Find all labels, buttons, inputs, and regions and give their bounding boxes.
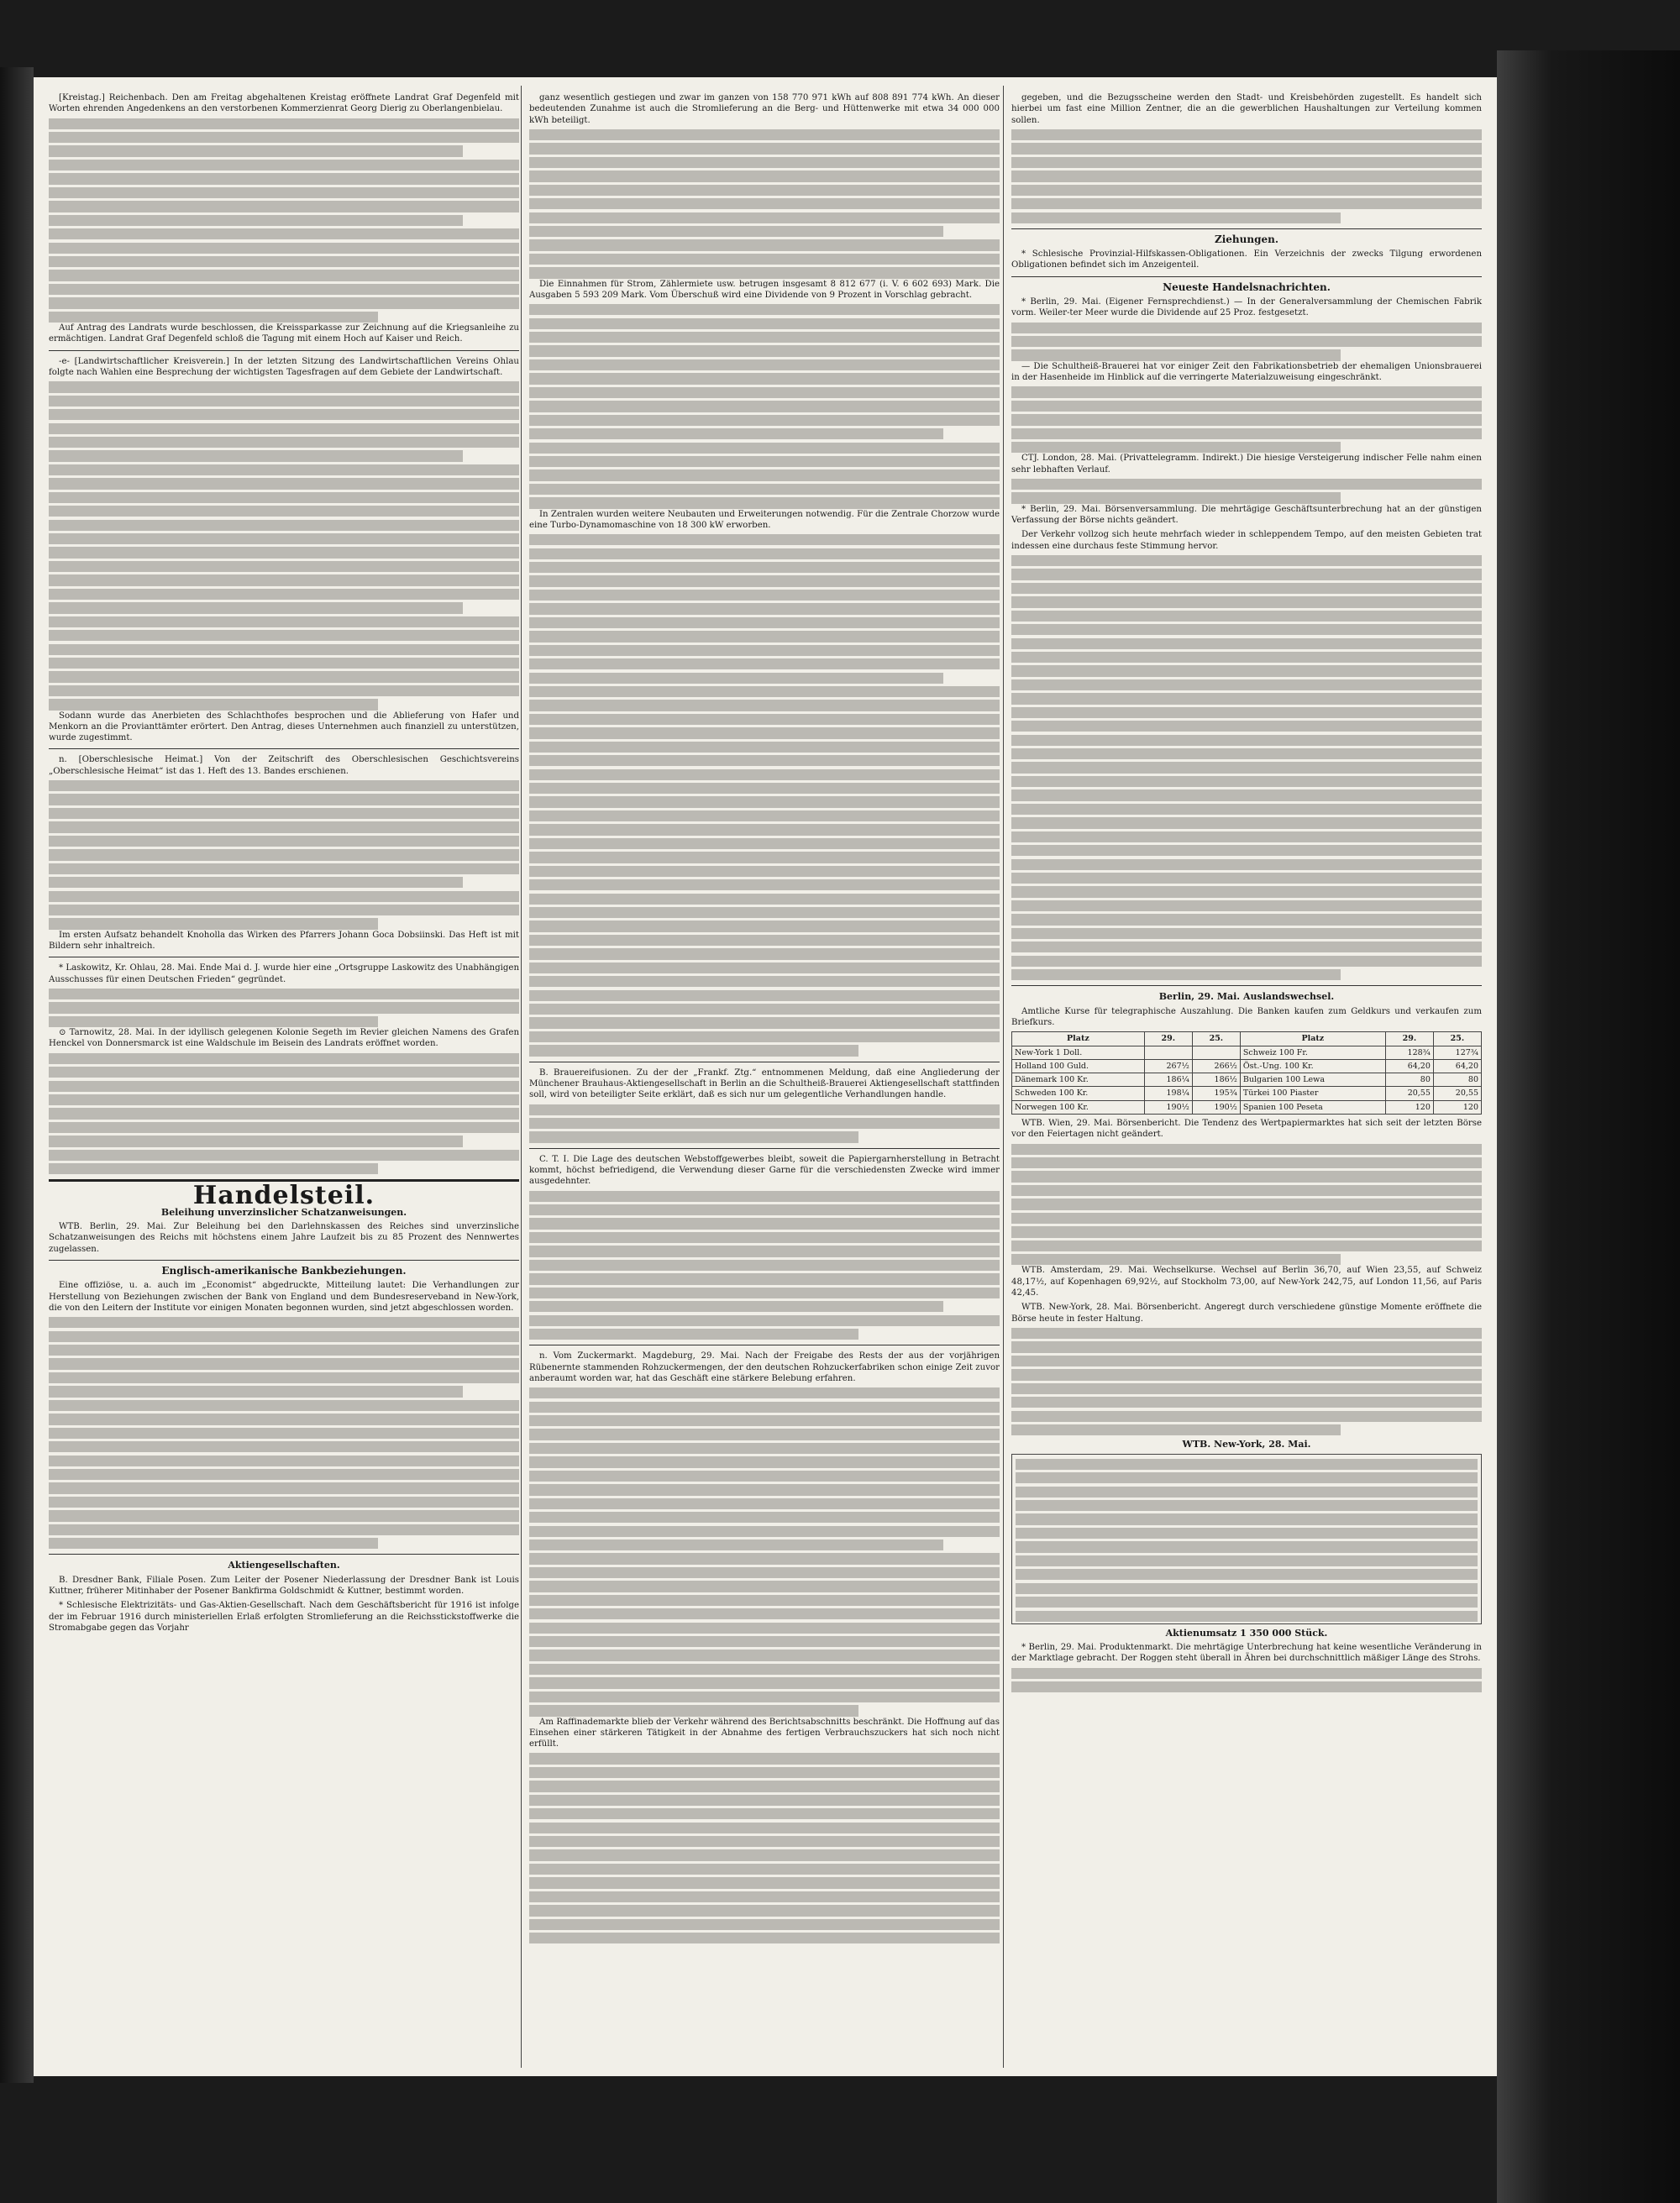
table-cell: 20,55 — [1433, 1087, 1481, 1100]
table-cell: Dänemark 100 Kr. — [1012, 1073, 1145, 1087]
article-ziehungen: * Schlesische Provinzial-Hilfskassen-Obligationen. Ein Verzeichnis der zwecks Tilgung erwordenen Obligationen befindet sich im Anzeigenteil. — [1011, 249, 1482, 270]
table-cell: 80 — [1433, 1073, 1481, 1087]
body-text-block — [49, 118, 519, 323]
table-cell: Türkei 100 Piaster — [1240, 1087, 1385, 1100]
body-text-block — [49, 989, 519, 1027]
table-cell: 128¾ — [1385, 1046, 1433, 1059]
article-produkten: * Berlin, 29. Mai. Produktenmarkt. Die mehrtägige Unterbrechung hat keine wesentliche Veränderung in der Marktlage gebracht. Der Roggen steht überall in Ähren bei durchschnittlich mäßiger Länge des Strohs. — [1011, 1643, 1482, 1664]
table-header: 25. — [1433, 1032, 1481, 1046]
body-text-block — [529, 129, 1000, 279]
section-title-handelsteil: Handelsteil. — [192, 1181, 375, 1211]
table-header: 25. — [1192, 1032, 1240, 1046]
table-cell: 195¾ — [1192, 1087, 1240, 1100]
article-tarnowitz: ⊙ Tarnowitz, 28. Mai. In der idyllisch gelegenen Kolonie Segeth im Revier gleichen Namens des Grafen Henckel von Donnersmarck ist eine Waldschule im Beisein des Landrats eröffnet worden. — [49, 1028, 519, 1049]
table-row — [1012, 1087, 1482, 1100]
left-page-edge — [0, 67, 34, 2083]
article-strom-body2: In Zentralen wurden weitere Neubauten und Erweiterungen notwendig. Für die Zentrale Chorzow wurde eine Turbo-Dynamomaschine von 18 300 kW erworben. — [529, 509, 1000, 530]
body-text-block — [49, 381, 519, 710]
article-raffinade: Am Raffinademarkte blieb der Verkehr während des Berichtsabschnitts beschränkt. Die Hoffnung auf das Einsehen einer stärkeren Tätigkeit in der Abnahme des fertigen Verbrauchszuckers hat sich noch nicht erfüllt. — [529, 1717, 1000, 1749]
table-header: Platz — [1240, 1032, 1385, 1046]
body-text-block — [1011, 1144, 1482, 1266]
column-divider — [1003, 86, 1004, 2068]
article-schlesische: * Schlesische Elektrizitäts- und Gas-Aktien-Gesellschaft. Nach dem Geschäftsbericht für 1916 ist infolge der im Februar 1916 durch ministeriellen Erlaß erfolgten Stromlieferung an die Reichsstickstoffwerke die Stromabgabe gegen das Vorjahr — [49, 1601, 519, 1633]
table-cell: 120 — [1385, 1100, 1433, 1114]
body-text-block — [1011, 129, 1482, 223]
article-verein-head: -e- [Landwirtschaftlicher Kreisverein.] In der letzten Sitzung des Landwirtschaftlichen Vereins Ohlau folgte nach Wahlen eine Besprechung der wichtigsten Tagesfragen auf dem Gebiete der Landwirtschaft. — [49, 356, 519, 377]
article-kreistag-head: [Kreistag.] Reichenbach. Den am Freitag abgehaltenen Kreistag eröffnete Landrat Graf Degenfeld mit Worten ehrenden Angedenkens an den verstorbenen Kommerzienrat Georg Dierig zu Oberlangenbielau. — [49, 93, 519, 114]
table-cell: 80 — [1385, 1073, 1433, 1087]
article-beleihung: WTB. Berlin, 29. Mai. Zur Beleihung bei den Darlehnskassen des Reiches sind unverzinsliche Schatzanweisungen des Reichs mit höchstens einem Jahre Laufzeit bis zu 85 Prozent des Nennwertes zugelassen. — [49, 1222, 519, 1254]
table-cell: New-York 1 Doll. — [1012, 1046, 1145, 1059]
article-bezugsscheine: gegeben, und die Bezugsscheine werden den Stadt- und Kreisbehörden zugestellt. Es handelt sich hierbei um fast eine Million Zentner, die an die gewerblichen Haushaltungen zur Verteilung kommen sollen. — [1011, 93, 1482, 125]
stock-table-block — [1011, 1454, 1482, 1624]
heading-ziehungen: Ziehungen. — [1214, 233, 1279, 245]
column-2 — [529, 92, 1000, 1943]
table-cell: 120 — [1433, 1100, 1481, 1114]
article-laskowitz: * Laskowitz, Kr. Ohlau, 28. Mai. Ende Mai d. J. wurde hier eine „Ortsgruppe Laskowitz des Unabhängigen Ausschusses für einen Deutschen Frieden“ gegründet. — [49, 963, 519, 984]
article-wien: WTB. Wien, 29. Mai. Börsenbericht. Die Tendenz des Wertpapiermarktes hat sich seit der letzten Börse vor den Feiertagen nicht geändert. — [1011, 1119, 1482, 1140]
binding-shadow — [1497, 50, 1680, 2203]
table-cell: Schweden 100 Kr. — [1012, 1087, 1145, 1100]
table-cell: 190½ — [1144, 1100, 1192, 1114]
heading-englisch: Englisch-amerikanische Bankbeziehungen. — [161, 1264, 407, 1277]
newspaper-page — [34, 77, 1497, 2076]
column-3 — [1011, 92, 1482, 1692]
table-cell: 267½ — [1144, 1059, 1192, 1073]
heading-aktien: Aktiengesellschaften. — [228, 1560, 340, 1571]
table-header: 29. — [1385, 1032, 1433, 1046]
table-cell: Öst.-Ung. 100 Kr. — [1240, 1059, 1385, 1073]
body-text-block — [49, 1317, 519, 1549]
table-header-row — [1012, 1032, 1482, 1046]
body-text-block — [1011, 323, 1482, 361]
article-englisch: Eine offiziöse, u. a. auch im „Economist“ abgedruckte, Mitteilung lautet: Die Verhandlungen zur Herstellung von Beziehungen zwischen der Bank von England und dem Bundesreserveband in New-York, die von den Leitern der Institute vor einigen Monaten begonnen wurden, sind jetzt abgeschlossen worden. — [49, 1281, 519, 1313]
table-header: 29. — [1144, 1032, 1192, 1046]
table-cell: 186¼ — [1144, 1073, 1192, 1087]
table-cell: Spanien 100 Peseta — [1240, 1100, 1385, 1114]
table-cell: 198¼ — [1144, 1087, 1192, 1100]
body-text-block — [1011, 1668, 1482, 1693]
article-strom-top: ganz wesentlich gestiegen und zwar im ganzen von 158 770 971 kWh auf 808 891 774 kWh. An dieser bedeutenden Zunahme ist auch die Stromlieferung an die Berg- und Hüttenwerke mit etwa 34 000 000 kWh beteiligt. — [529, 93, 1000, 125]
body-text-block — [529, 534, 1000, 1056]
body-text-block — [49, 1053, 519, 1175]
table-cell: 64,20 — [1433, 1059, 1481, 1073]
table-row — [1012, 1073, 1482, 1087]
exchange-rate-table — [1011, 1031, 1482, 1115]
table-cell — [1192, 1046, 1240, 1059]
article-webstoff: C. T. I. Die Lage des deutschen Webstoffgewerbes bleibt, soweit die Papiergarnherstellung in Betracht kommt, höchst befriedigend, die Verwendung dieser Garne für die verschiedensten Zwecke wird immer ausgedehnter. — [529, 1154, 1000, 1187]
column-divider — [521, 86, 522, 2068]
body-text-block — [529, 1753, 1000, 1943]
table-cell: Bulgarien 100 Lewa — [1240, 1073, 1385, 1087]
article-heimat-body: Im ersten Aufsatz behandelt Knoholla das Wirken des Pfarrers Johann Goca Dobsiinski. Das Heft ist mit Bildern sehr inhaltreich. — [49, 930, 519, 952]
table-cell — [1144, 1046, 1192, 1059]
article-boerse-body: Der Verkehr vollzog sich heute mehrfach wieder in schleppendem Tempo, auf den meisten Gebieten trat indessen eine durchaus feste Stimmung hervor. — [1011, 530, 1482, 551]
body-text-block — [529, 304, 1000, 508]
body-text-block — [529, 1387, 1000, 1716]
table-row — [1012, 1059, 1482, 1073]
table-row — [1012, 1100, 1482, 1114]
body-text-block — [49, 780, 519, 930]
table-row — [1012, 1046, 1482, 1059]
table-header: Platz — [1012, 1032, 1145, 1046]
table-cell: 64,20 — [1385, 1059, 1433, 1073]
article-strom-body1: Die Einnahmen für Strom, Zählermiete usw. betrugen insgesamt 8 812 677 (i. V. 6 602 693) Mark. Die Ausgaben 5 593 209 Mark. Vom Überschuß wird eine Dividende von 9 Prozent in Vorschlag gebracht. — [529, 279, 1000, 300]
article-neueste-2: — Die Schultheiß-Brauerei hat vor einiger Zeit den Fabrikationsbetrieb der ehemaligen Unionsbrauerei in der Hasenheide im Hinblick auf die verringerte Materialzuweisung eingeschränkt. — [1011, 361, 1482, 383]
table-cell: 266½ — [1192, 1059, 1240, 1073]
article-newyork: WTB. New-York, 28. Mai. Börsenbericht. Angeregt durch verschiedene günstige Momente eröffnete die Börse heute in fester Haltung. — [1011, 1303, 1482, 1324]
table-cell: Holland 100 Guld. — [1012, 1059, 1145, 1073]
article-dresdner: B. Dresdner Bank, Filiale Posen. Zum Leiter der Posener Niederlassung der Dresdner Bank ist Louis Kuttner, früherer Mitinhaber der Posener Bankfirma Goldschmidt & Kuttner, bestimmt worden. — [49, 1575, 519, 1597]
heading-beleihung: Beleihung unverzinslicher Schatzanweisungen. — [160, 1206, 407, 1218]
article-brauerei: B. Brauereifusionen. Zu der der „Frankf. Ztg.“ entnommenen Meldung, daß eine Angliederung der Münchener Brauhaus-Aktiengesellschaft in Berlin an die Schultheiß-Brauerei Aktiengesellschaft stattfinden soll, wird von beteiligter Seite erklärt, daß es sich nur um gelegentliche Verhandlungen handle. — [529, 1067, 1000, 1100]
stock-total: Aktienumsatz 1 350 000 Stück. — [1165, 1627, 1328, 1639]
article-amsterdam: WTB. Amsterdam, 29. Mai. Wechselkurse. Wechsel auf Berlin 36,70, auf Wien 23,55, auf Schweiz 48,17½, auf Kopenhagen 69,92½, auf Stockholm 73,00, auf New-York 242,75, auf London 11,56, auf Paris 42,45. — [1011, 1266, 1482, 1298]
body-text-block — [529, 1104, 1000, 1143]
body-text-block — [1011, 555, 1482, 980]
table-cell: 190½ — [1192, 1100, 1240, 1114]
note-auslandswechsel: Amtliche Kurse für telegraphische Auszahlung. Die Banken kaufen zum Geldkurs und verkaufen zum Briefkurs. — [1011, 1006, 1482, 1027]
table-cell: Schweiz 100 Fr. — [1240, 1046, 1385, 1059]
table-cell: 186½ — [1192, 1073, 1240, 1087]
body-text-block — [1011, 479, 1482, 504]
article-boerse-head: * Berlin, 29. Mai. Börsenversammlung. Die mehrtägige Geschäftsunterbrechung hat an der günstigen Verfassung der Börse nichts geändert. — [1011, 504, 1482, 526]
body-text-block — [529, 1191, 1000, 1340]
table-cell: 127¾ — [1433, 1046, 1481, 1059]
body-text-block — [1011, 386, 1482, 453]
article-kreistag-body: Auf Antrag des Landrats wurde beschlossen, die Kreissparkasse zur Zeichnung auf die Kriegsanleihe zu ermächtigen. Landrat Graf Degenfeld schloß die Tagung mit einem Hoch auf Kaiser und Reich. — [49, 323, 519, 344]
table-cell: Norwegen 100 Kr. — [1012, 1100, 1145, 1114]
heading-neueste: Neueste Handelsnachrichten. — [1163, 281, 1331, 293]
article-zuckermarkt: n. Vom Zuckermarkt. Magdeburg, 29. Mai. Nach der Freigabe des Rests der aus der vorjährigen Rübenernte stammenden Rohzuckermengen, der den deutschen Rohzuckerfabriken schon einige Zeit zuvor anberaumt worden war, hat das Geschäft eine stärkere Belebung erfahren. — [529, 1351, 1000, 1383]
column-1 — [49, 92, 519, 1637]
body-text-block — [1011, 1328, 1482, 1435]
article-london: CTJ. London, 28. Mai. (Privattelegramm. Indirekt.) Die hiesige Versteigerung indischer Felle nahm einen sehr lebhaften Verlauf. — [1011, 454, 1482, 475]
article-verein-body: Sodann wurde das Anerbieten des Schlachthofes besprochen und die Ablieferung von Hafer und Menkorn an die Provianttämter erörtert. Den Antrag, dieses Unternehmen auch finanziell zu unterstützen, wurde zugestimmt. — [49, 711, 519, 743]
heading-auslandswechsel: Berlin, 29. Mai. Auslandswechsel. — [1158, 991, 1335, 1003]
article-heimat-head: n. [Oberschlesische Heimat.] Von der Zeitschrift des Oberschlesischen Geschichtsvereins „Oberschlesische Heimat“ ist das 1. Heft des 13. Bandes erschienen. — [49, 755, 519, 776]
heading-newyork-table: WTB. New-York, 28. Mai. — [1182, 1439, 1311, 1450]
table-cell: 20,55 — [1385, 1087, 1433, 1100]
article-neueste-1: * Berlin, 29. Mai. (Eigener Fernsprechdienst.) — In der Generalversammlung der Chemischen Fabrik vorm. Weiler-ter Meer wurde die Dividende auf 25 Proz. festgesetzt. — [1011, 297, 1482, 318]
